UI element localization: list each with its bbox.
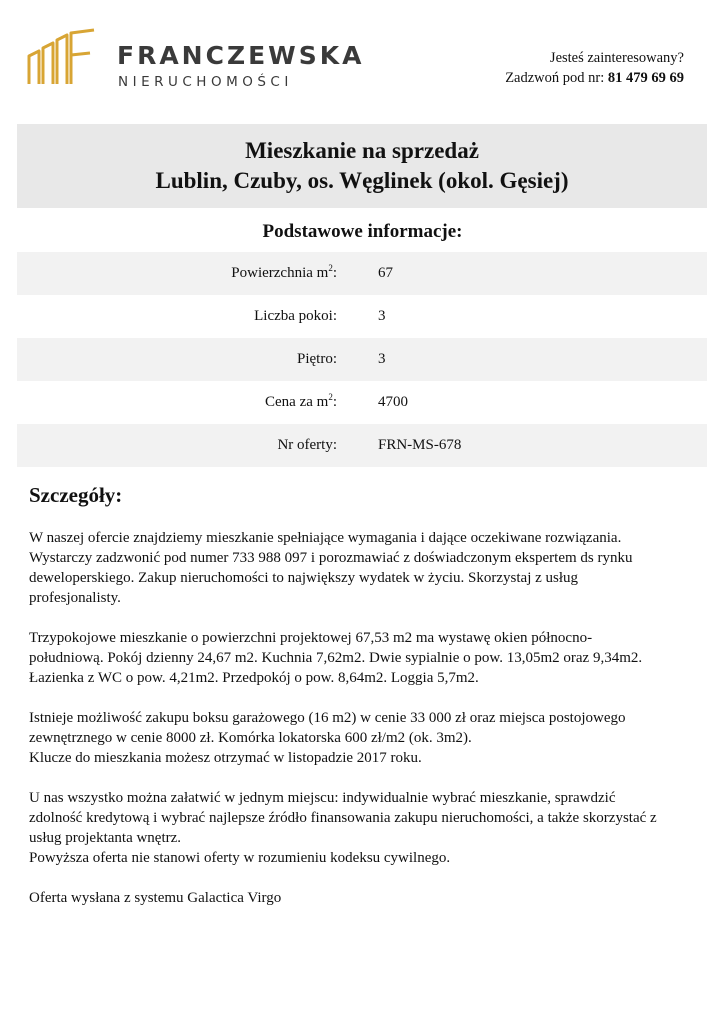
details-heading: Szczegóły: bbox=[29, 483, 123, 507]
details-paragraph: Trzypokojowe mieszkanie o powierzchni projektowej 67,53 m2 ma wystawę okien północno- południową. Pokój dzienny 24,67 m2. Kuchnia 7,62m2. Dwie sypialnie o pow. 13,05m2 oraz 9,34m2. Łazienka z WC o pow. 4,21m2. Przedpokój o pow. 8,64m2. Loggia 5,7m2. bbox=[29, 630, 643, 686]
info-label: Cena za $m^2$: bbox=[265, 392, 337, 410]
contact-call-prefix: Zadzwoń pod nr: bbox=[505, 70, 605, 86]
page-header bbox=[0, 0, 725, 110]
offer-location: Lublin, Czuby, os. Węglinek (okol. Gęsiej) bbox=[155, 168, 569, 193]
contact-box bbox=[505, 48, 684, 88]
info-row-offer-number bbox=[17, 424, 707, 467]
info-label: Powierzchnia $m^2$: bbox=[231, 263, 337, 281]
contact-phone[interactable]: 81 479 69 69 bbox=[607, 70, 684, 86]
details-body bbox=[29, 528, 704, 928]
info-label: Nr oferty: bbox=[277, 437, 337, 453]
info-row-price bbox=[17, 381, 707, 424]
info-label: Liczba pokoi: bbox=[254, 308, 337, 324]
offer-title-box bbox=[17, 124, 707, 208]
offer-title: Mieszkanie na sprzedaż bbox=[245, 138, 479, 163]
basic-info-table bbox=[17, 252, 707, 467]
info-row-rooms bbox=[17, 295, 707, 338]
details-paragraph: W naszej ofercie znajdziemy mieszkanie spełniające wymagania i dające oczekiwane rozwiązania. Wystarczy zadzwonić pod numer 733 988 097 i porozmawiać z doświadczonym ekspertem ds rynku deweloperskiego. Zakup nieruchomości to największy wydatek w życiu. Skorzystaj z usług profesjonalisty. bbox=[29, 530, 633, 606]
info-value: 3 bbox=[378, 351, 386, 367]
franczewska-logo-icon bbox=[26, 28, 98, 86]
details-paragraph: Istnieje możliwość zakupu boksu garażowego (16 m2) w cenie 33 000 zł oraz miejsca postojowego zewnętrznego w cenie 8000 zł. Komórka lokatorska 600 zł/m2 (ok. 3m2). Klucze do mieszkania możesz otrzymać w listopadzie 2017 roku. bbox=[29, 710, 626, 766]
info-label: Piętro: bbox=[297, 351, 337, 367]
info-value: 4700 bbox=[378, 394, 408, 410]
info-value: 67 bbox=[378, 265, 393, 281]
basic-info-heading: Podstawowe informacje: bbox=[262, 221, 463, 242]
brand-subtitle: NIERUCHOMOŚCI bbox=[118, 74, 293, 90]
info-value: 3 bbox=[378, 308, 386, 324]
brand-name: FRANCZEWSKA bbox=[117, 41, 365, 70]
contact-question: Jesteś zainteresowany? bbox=[549, 50, 684, 66]
details-paragraph: U nas wszystko można załatwić w jednym miejscu: indywidualnie wybrać mieszkanie, sprawdzić zdolność kredytową i wybrać najlepsze źródło finansowania zakupu nieruchomości, a także skorzystać z usług projektanta wnętrz. Powyższa oferta nie stanowi oferty w rozumieniu kodeksu cywilnego. bbox=[29, 790, 657, 866]
info-value: FRN-MS-678 bbox=[378, 437, 462, 453]
info-row-floor bbox=[17, 338, 707, 381]
details-paragraph: Oferta wysłana z systemu Galactica Virgo bbox=[29, 890, 282, 906]
info-row-area bbox=[17, 252, 707, 295]
contact-phone-line bbox=[505, 68, 684, 88]
